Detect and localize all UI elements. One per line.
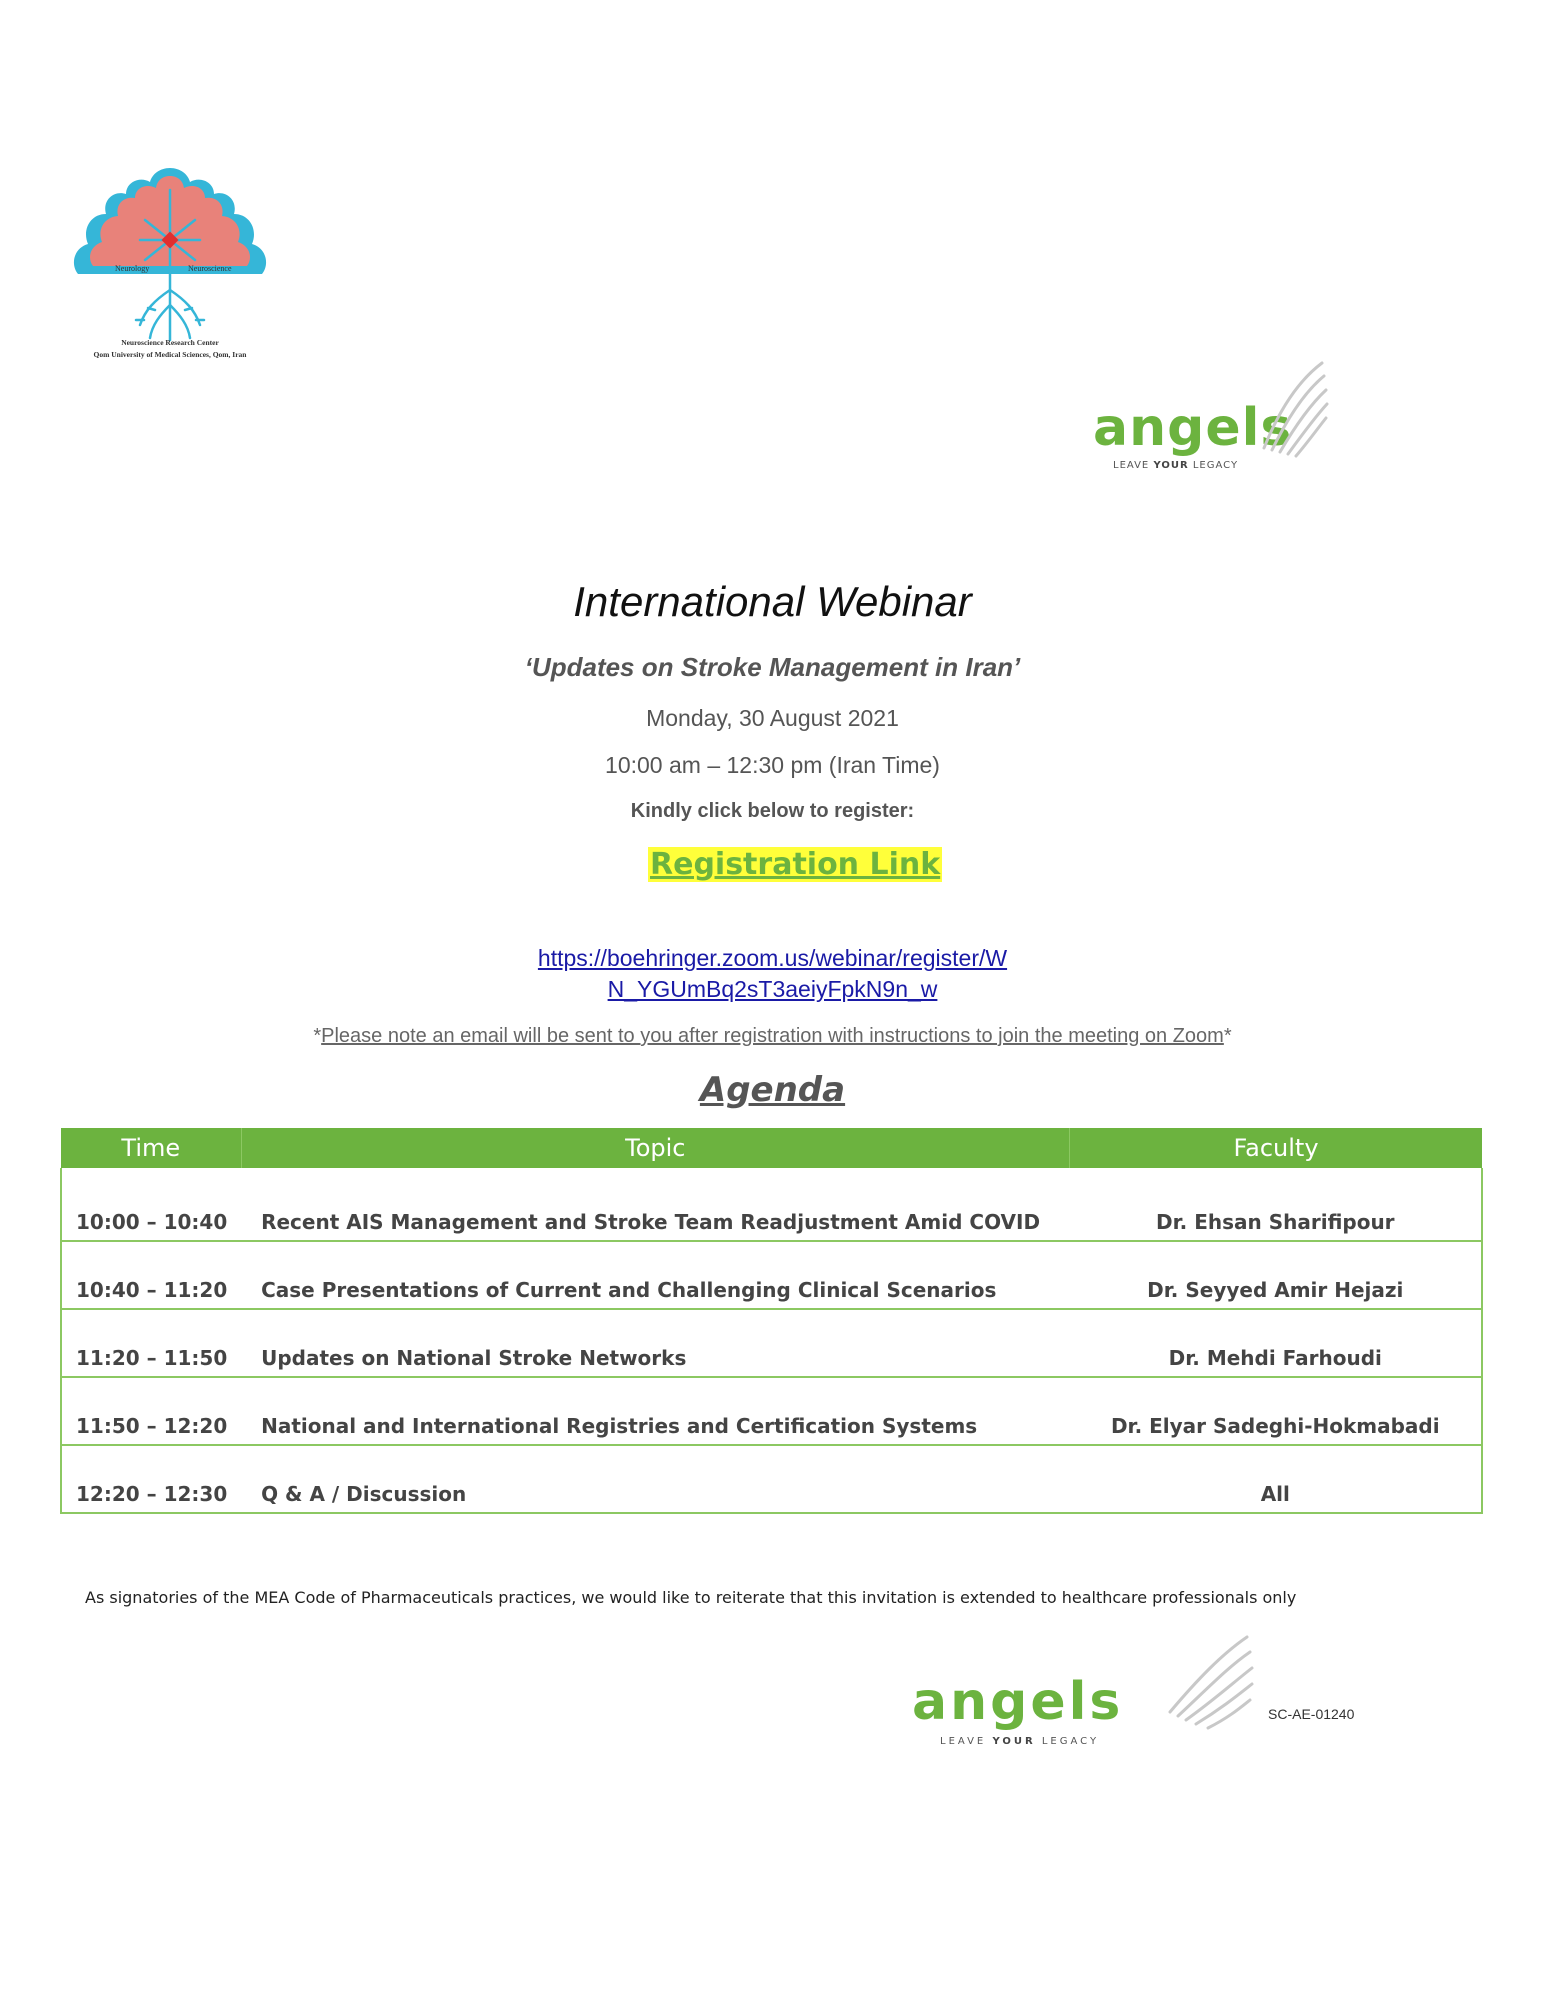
angels-logo-tagline: LEAVE YOUR LEGACY [940,1736,1100,1747]
row-faculty: Dr. Ehsan Sharifipour [1070,1168,1482,1241]
angels-logo-top [1093,398,1343,478]
wing-icon [1251,358,1333,468]
table-row [61,1168,1482,1241]
table-row [61,1377,1482,1445]
angels-logo-wordmark: angels [1093,398,1293,458]
registration-url-line1[interactable]: https://boehringer.zoom.us/webinar/register/W [537,945,1008,971]
wing-icon [1162,1632,1257,1742]
table-row [61,1445,1482,1513]
page-title: International Webinar [573,578,972,625]
agenda-heading: Agenda [699,1070,846,1110]
row-topic: Case Presentations of Current and Challenging Clinical Scenarios [241,1241,1069,1309]
agenda-header-row [61,1128,1482,1168]
row-time: 10:40 – 11:20 [61,1241,241,1309]
column-header-faculty: Faculty [1070,1128,1482,1168]
document-code: SC-AE-01240 [1268,1706,1355,1722]
nrc-caption-line1: Neuroscience Research Center [121,338,219,347]
angels-logo-tagline: LEAVE YOUR LEGACY [1113,460,1239,471]
webinar-date: Monday, 30 August 2021 [646,705,899,731]
row-faculty: All [1070,1445,1482,1513]
row-time: 11:20 – 11:50 [61,1309,241,1377]
compliance-disclaimer: As signatories of the MEA Code of Pharmaceuticals practices, we would like to reiterate that this invitation is extended to healthcare professionals only [85,1588,1297,1607]
register-prompt: Kindly click below to register: [630,800,915,822]
agenda-table [60,1128,1483,1514]
row-faculty: Dr. Elyar Sadeghi-Hokmabadi [1070,1377,1482,1445]
row-faculty: Dr. Seyyed Amir Hejazi [1070,1241,1482,1309]
registration-link[interactable]: Registration Link [650,847,941,882]
column-header-time: Time [61,1128,241,1168]
row-topic: Recent AIS Management and Stroke Team Readjustment Amid COVID [241,1168,1069,1241]
webinar-time: 10:00 am – 12:30 pm (Iran Time) [605,752,940,778]
row-topic: National and International Registries and Certification Systems [241,1377,1069,1445]
registration-note: *Please note an email will be sent to you after registration with instructions to join the meeting on Zoom* [313,1025,1232,1047]
table-row [61,1241,1482,1309]
row-topic: Updates on National Stroke Networks [241,1309,1069,1377]
table-row [61,1309,1482,1377]
nrc-caption-line2: Qom University of Medical Sciences, Qom, Iran [93,350,247,359]
angels-logo-wordmark: angels [912,1672,1124,1732]
registration-url-line2[interactable]: N_YGUmBq2sT3aeiyFpkN9n_w [607,976,938,1002]
row-time: 12:20 – 12:30 [61,1445,241,1513]
angels-logo-bottom [912,1672,1272,1762]
row-topic: Q & A / Discussion [241,1445,1069,1513]
row-time: 11:50 – 12:20 [61,1377,241,1445]
row-time: 10:00 – 10:40 [61,1168,241,1241]
webinar-subtitle: ‘Updates on Stroke Management in Iran’ [524,652,1021,682]
row-faculty: Dr. Mehdi Farhoudi [1070,1309,1482,1377]
nrc-logo-right-label: Neuroscience [188,264,232,273]
column-header-topic: Topic [241,1128,1069,1168]
nrc-logo-left-label: Neurology [115,264,150,273]
